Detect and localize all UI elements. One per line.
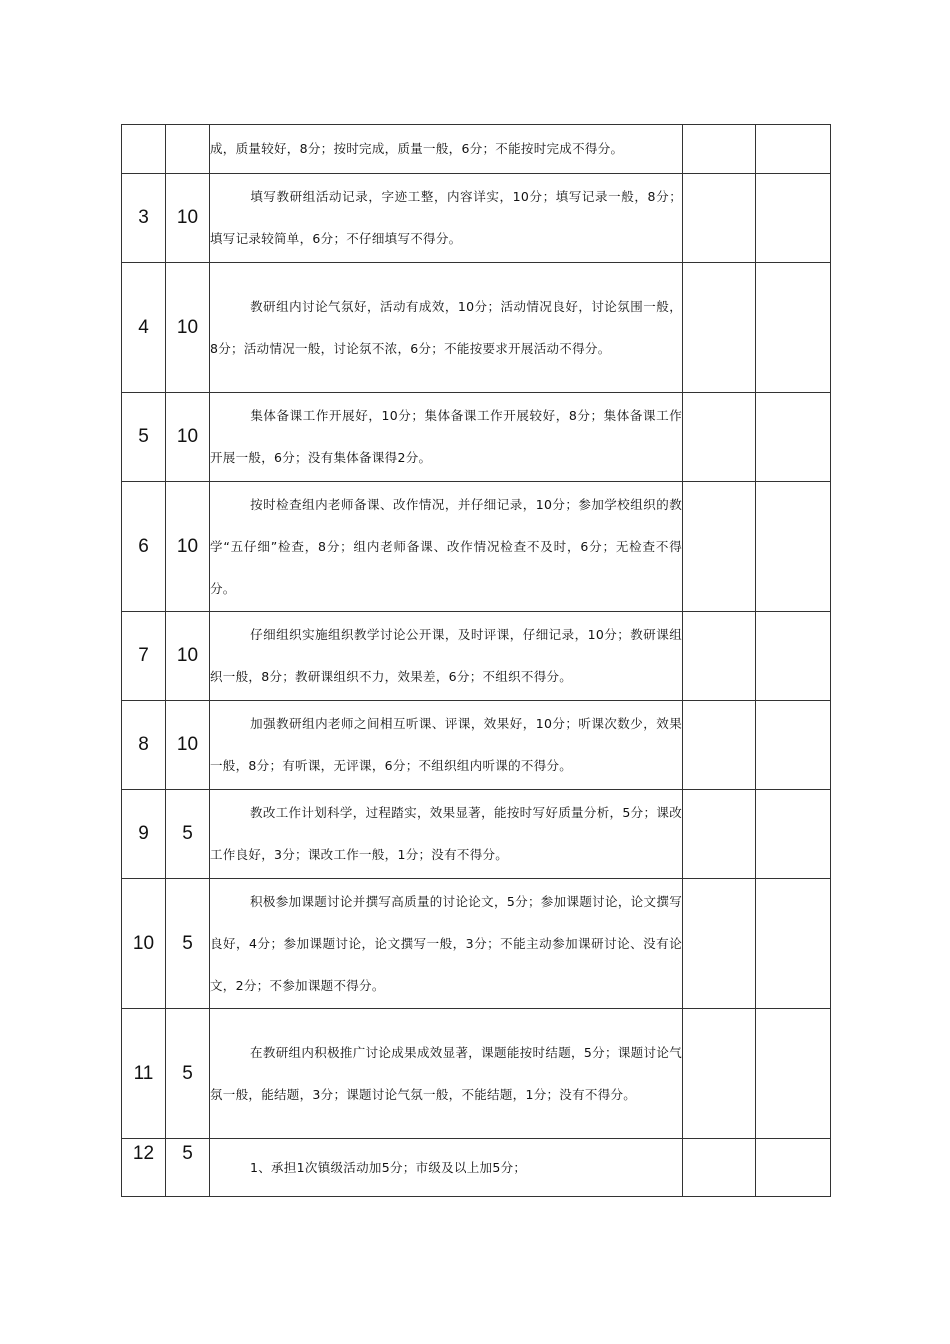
final-score-cell — [756, 1139, 831, 1197]
item-criteria: 教改工作计划科学，过程踏实，效果显著，能按时写好质量分析，5分；课改工作良好，3分；课改工作一般，1分；没有不得分。 — [210, 790, 683, 879]
final-score-cell — [756, 1009, 831, 1139]
self-score-cell — [683, 263, 756, 393]
table-row — [122, 174, 831, 263]
item-number — [122, 125, 166, 174]
item-number: 9 — [122, 790, 166, 879]
self-score-cell — [683, 612, 756, 701]
item-score: 5 — [166, 790, 210, 879]
item-score: 10 — [166, 482, 210, 612]
self-score-cell — [683, 174, 756, 263]
final-score-cell — [756, 879, 831, 1009]
final-score-cell — [756, 393, 831, 482]
self-score-cell — [683, 1009, 756, 1139]
table-row — [122, 790, 831, 879]
item-number: 10 — [122, 879, 166, 1009]
item-score: 10 — [166, 612, 210, 701]
self-score-cell — [683, 393, 756, 482]
table-row — [122, 1009, 831, 1139]
item-criteria: 集体备课工作开展好，10分；集体备课工作开展较好，8分；集体备课工作开展一般，6分；没有集体备课得2分。 — [210, 393, 683, 482]
final-score-cell — [756, 790, 831, 879]
item-number: 4 — [122, 263, 166, 393]
item-criteria: 填写教研组活动记录，字迹工整，内容详实，10分；填写记录一般，8分；填写记录较简单，6分；不仔细填写不得分。 — [210, 174, 683, 263]
final-score-cell — [756, 174, 831, 263]
item-criteria: 成，质量较好，8分；按时完成，质量一般，6分；不能按时完成不得分。 — [210, 125, 683, 174]
table-row — [122, 879, 831, 1009]
item-score: 5 — [166, 1009, 210, 1139]
item-number: 5 — [122, 393, 166, 482]
item-criteria: 积极参加课题讨论并撰写高质量的讨论论文，5分；参加课题讨论，论文撰写良好，4分；参加课题讨论，论文撰写一般，3分；不能主动参加课研讨论、没有论文，2分；不参加课题不得分。 — [210, 879, 683, 1009]
item-number: 8 — [122, 701, 166, 790]
item-score: 10 — [166, 393, 210, 482]
item-score: 5 — [166, 879, 210, 1009]
self-score-cell — [683, 701, 756, 790]
item-criteria: 按时检查组内老师备课、改作情况，并仔细记录，10分；参加学校组织的教学“五仔细”检查，8分；组内老师备课、改作情况检查不及时，6分；无检查不得分。 — [210, 482, 683, 612]
self-score-cell — [683, 790, 756, 879]
item-criteria: 在教研组内积极推广讨论成果成效显著，课题能按时结题，5分；课题讨论气氛一般，能结题，3分；课题讨论气氛一般，不能结题，1分；没有不得分。 — [210, 1009, 683, 1139]
table-row — [122, 393, 831, 482]
self-score-cell — [683, 1139, 756, 1197]
evaluation-table — [121, 124, 831, 1197]
table-row — [122, 612, 831, 701]
item-score: 10 — [166, 174, 210, 263]
item-criteria: 加强教研组内老师之间相互听课、评课，效果好，10分；听课次数少，效果一般，8分；有听课，无评课，6分；不组织组内听课的不得分。 — [210, 701, 683, 790]
item-number: 12 — [122, 1139, 166, 1197]
table-row — [122, 263, 831, 393]
final-score-cell — [756, 263, 831, 393]
item-number: 6 — [122, 482, 166, 612]
table-row — [122, 125, 831, 174]
table-row — [122, 701, 831, 790]
final-score-cell — [756, 612, 831, 701]
item-criteria: 仔细组织实施组织教学讨论公开课，及时评课，仔细记录，10分；教研课组织一般，8分；教研课组织不力，效果差，6分；不组织不得分。 — [210, 612, 683, 701]
self-score-cell — [683, 482, 756, 612]
item-score — [166, 125, 210, 174]
item-criteria: 1、承担1次镇级活动加5分；市级及以上加5分； — [210, 1139, 683, 1197]
table-row — [122, 482, 831, 612]
self-score-cell — [683, 879, 756, 1009]
item-criteria: 教研组内讨论气氛好，活动有成效，10分；活动情况良好，讨论氛围一般，8分；活动情况一般，讨论氛不浓，6分；不能按要求开展活动不得分。 — [210, 263, 683, 393]
final-score-cell — [756, 482, 831, 612]
table-row — [122, 1139, 831, 1197]
item-number: 11 — [122, 1009, 166, 1139]
self-score-cell — [683, 125, 756, 174]
item-number: 7 — [122, 612, 166, 701]
final-score-cell — [756, 125, 831, 174]
item-score: 5 — [166, 1139, 210, 1197]
item-score: 10 — [166, 701, 210, 790]
item-score: 10 — [166, 263, 210, 393]
item-number: 3 — [122, 174, 166, 263]
final-score-cell — [756, 701, 831, 790]
